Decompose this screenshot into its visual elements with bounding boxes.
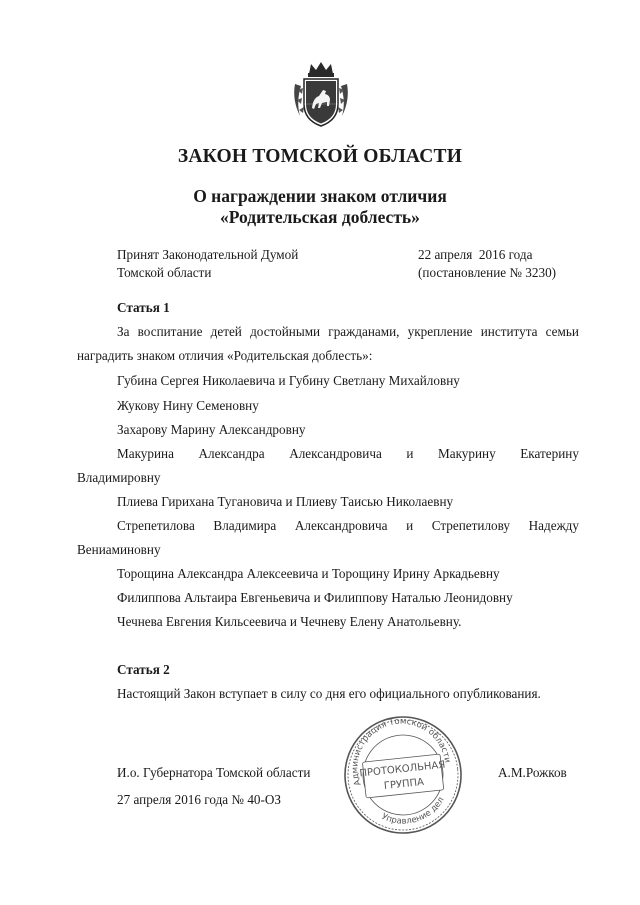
- document-subtitle: [0, 186, 640, 228]
- stamp-inner-line-2: ГРУППА: [383, 776, 425, 793]
- word: Макурина: [117, 446, 174, 461]
- subtitle-line-1: О награждении знаком отличия: [193, 186, 447, 206]
- awardee-item-continuation: Владимировну: [77, 470, 161, 485]
- word: семьи: [545, 324, 579, 339]
- signing-date-number: 27 апреля 2016 года № 40-ОЗ: [117, 792, 282, 807]
- article-1-heading: Статья 1: [117, 300, 170, 315]
- word: За: [117, 324, 130, 339]
- signatory-name: А.М.Рожков: [498, 765, 567, 780]
- word: Надежду: [528, 518, 579, 533]
- article-2-heading: Статья 2: [117, 662, 170, 677]
- word: Александровича: [289, 446, 382, 461]
- word: Макурину: [437, 446, 496, 461]
- word: воспитание: [137, 324, 203, 339]
- awardee-item: Жукову Нину Семеновну: [117, 398, 259, 413]
- word: и: [406, 518, 414, 533]
- stamp-outer-top-text: Администрация Томской области: [350, 716, 453, 787]
- awardee-item: Чечнева Евгения Кильсеевича и Чечневу Елену Анатольевну.: [117, 614, 462, 629]
- awardee-item: Захарову Марину Александровну: [117, 422, 306, 437]
- word: Владимира: [213, 518, 277, 533]
- official-stamp: [338, 710, 468, 840]
- coat-of-arms-icon: [292, 60, 350, 130]
- adoption-body-line-1: Принят Законодательной Думой: [117, 247, 299, 262]
- adoption-body: [117, 246, 417, 282]
- article-1-intro-line-2: наградить знаком отличия «Родительская доблесть»:: [77, 348, 373, 363]
- word: детей: [210, 324, 242, 339]
- signatory-position: И.о. Губернатора Томской области: [117, 765, 311, 780]
- awardee-item: Плиева Гирихана Тугановича и Плиеву Таисью Николаевну: [117, 494, 454, 509]
- stamp-inner-line-1: ПРОТОКОЛЬНАЯ: [359, 759, 446, 780]
- word: Екатерину: [520, 446, 579, 461]
- awardee-item: [117, 518, 579, 534]
- awardee-item: Филиппова Альтаира Евгеньевича и Филиппову Наталью Леонидовну: [117, 590, 513, 605]
- article-2-text: Настоящий Закон вступает в силу со дня его официального опубликования.: [117, 686, 541, 701]
- adoption-resolution-line: (постановление № 3230): [418, 265, 557, 280]
- adoption-date-line-1: 22 апреля 2016 года: [418, 247, 533, 262]
- word: Александра: [198, 446, 265, 461]
- subtitle-line-2: «Родительская доблесть»: [220, 207, 420, 227]
- word: Александровича: [294, 518, 388, 533]
- word: института: [480, 324, 538, 339]
- word: Стрепетилову: [431, 518, 511, 533]
- awardee-item: [117, 446, 579, 462]
- word: Стрепетилова: [117, 518, 195, 533]
- stamp-outer-bottom-text: Управление делами: [379, 795, 447, 827]
- awardee-item-continuation: Вениаминовну: [77, 542, 161, 557]
- article-1-intro-line-1: [117, 324, 579, 340]
- adoption-date: [418, 246, 618, 282]
- word: достойными: [250, 324, 321, 339]
- word: укрепление: [407, 324, 473, 339]
- document-title: ЗАКОН ТОМСКОЙ ОБЛАСТИ: [177, 146, 463, 167]
- word: гражданами,: [328, 324, 400, 339]
- adoption-body-line-2: Томской области: [117, 265, 212, 280]
- word: и: [406, 446, 414, 461]
- awardee-item: Губина Сергея Николаевича и Губину Светлану Михайловну: [117, 373, 460, 388]
- awardee-item: Торощина Александра Алексеевича и Торощину Ирину Аркадьевну: [117, 566, 500, 581]
